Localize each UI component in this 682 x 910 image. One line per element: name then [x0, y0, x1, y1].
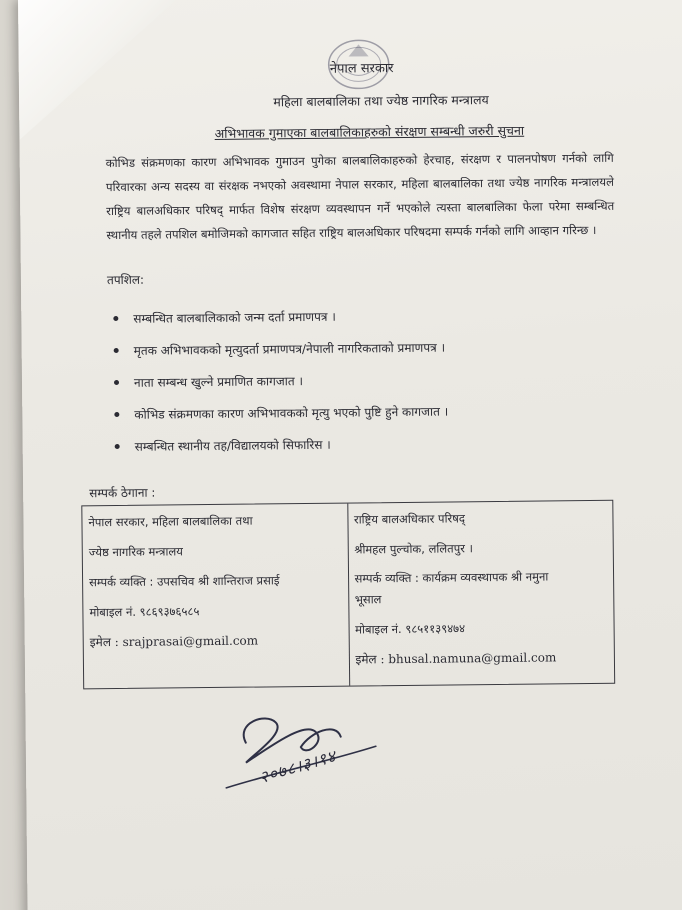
- notice-document: [18, 0, 682, 910]
- list-item-text: मृतक अभिभावकको मृत्युदर्ता प्रमाणपत्र/नेपाली नागरिकताको प्रमाणपत्र ।: [133, 340, 446, 358]
- council-mobile: मोबाइल नं. ९८५११३९४७४: [355, 621, 466, 637]
- council-contact-cell: [347, 501, 614, 686]
- council-org-line1: राष्ट्रिय बालअधिकार परिषद्: [353, 511, 466, 527]
- signature-date: २०७८।३।१४: [257, 746, 339, 788]
- bullet-icon: [114, 412, 119, 417]
- folded-page-corner: [18, 0, 179, 140]
- government-name: नेपाल सरकार: [329, 61, 394, 77]
- ministry-email: इमेल : srajprasai@gmail.com: [89, 633, 259, 650]
- list-item: [109, 426, 629, 463]
- bullet-icon: [114, 380, 119, 385]
- ministry-org-line1: नेपाल सरकार, महिला बालबालिका तथा: [88, 513, 253, 530]
- list-item-text: कोभिड संक्रमणका कारण अभिभावकको मृत्यु भएको पुष्टि हुने कागजात ।: [134, 404, 449, 422]
- ministry-org-line2: ज्येष्ठ नागरिक मन्त्रालय: [88, 544, 183, 560]
- ministry-mobile: मोबाइल नं. ९८६९३७६५८५: [89, 604, 200, 620]
- bullet-icon: [113, 316, 118, 321]
- required-documents-list: [107, 298, 629, 463]
- notice-subject: अभिभावक गुमाएका बालबालिकाहरुको संरक्षण सम्बन्धी जरुरी सुचना: [214, 122, 525, 141]
- ministry-name: महिला बालबालिका तथा ज्येष्ठ नागरिक मन्त्रालय: [273, 92, 489, 110]
- council-contact-person-cont: भूसाल: [354, 592, 382, 607]
- list-item-text: सम्बन्धित स्थानीय तह/विद्यालयको सिफारिस ।: [134, 437, 331, 454]
- council-contact-person: सम्पर्क व्यक्ति : कार्यक्रम व्यवस्थापक श्री नमुना: [354, 569, 549, 586]
- notice-paragraph: कोभिड संक्रमणका कारण अभिभावक गुमाउन पुगेका बालबालिकाहरुको हेरचाह, संरक्षण र पालनपोषण गर्नको लागि परिवारका अन्य सदस्य वा संरक्षक नभएको अवस्थामा नेपाल सरकार, महिला बालबालिका तथा ज्येष्ठ नागरिक मन्त्रालयले राष्ट्रिय बालअधिकार परिषद् मार्फत विशेष संरक्षण व्यवस्थापन गर्ने भएकोले त्यस्ता बालबालिका फेला परेमा सम्बन्धित स्थानीय तहले तपशिल बमोजिमको कागजात सहित राष्ट्रिय बालअधिकार परिषदमा सम्पर्क गर्नको लागि आव्हान गरिन्छ ।: [105, 150, 615, 243]
- council-org-line2: श्रीमहल पुल्चोक, ललितपुर ।: [354, 541, 473, 557]
- contact-table: [81, 500, 615, 690]
- contact-heading: सम्पर्क ठेगाना :: [89, 485, 156, 501]
- details-heading: तपशिल:: [106, 272, 145, 288]
- ministry-contact-person: सम्पर्क व्यक्ति : उपसचिव श्री शान्तिराज प्रसाई: [89, 573, 280, 590]
- list-item-text: सम्बन्धित बालबालिकाको जन्म दर्ता प्रमाणपत्र ।: [133, 309, 336, 326]
- bullet-icon: [115, 444, 120, 449]
- handwritten-signature: [215, 701, 386, 793]
- list-item-text: नाता सम्बन्ध खुल्ने प्रमाणित कागजात ।: [133, 374, 304, 390]
- council-email: इमेल : bhusal.namuna@gmail.com: [355, 650, 557, 667]
- bullet-icon: [114, 348, 119, 353]
- ministry-contact-cell: [82, 504, 348, 689]
